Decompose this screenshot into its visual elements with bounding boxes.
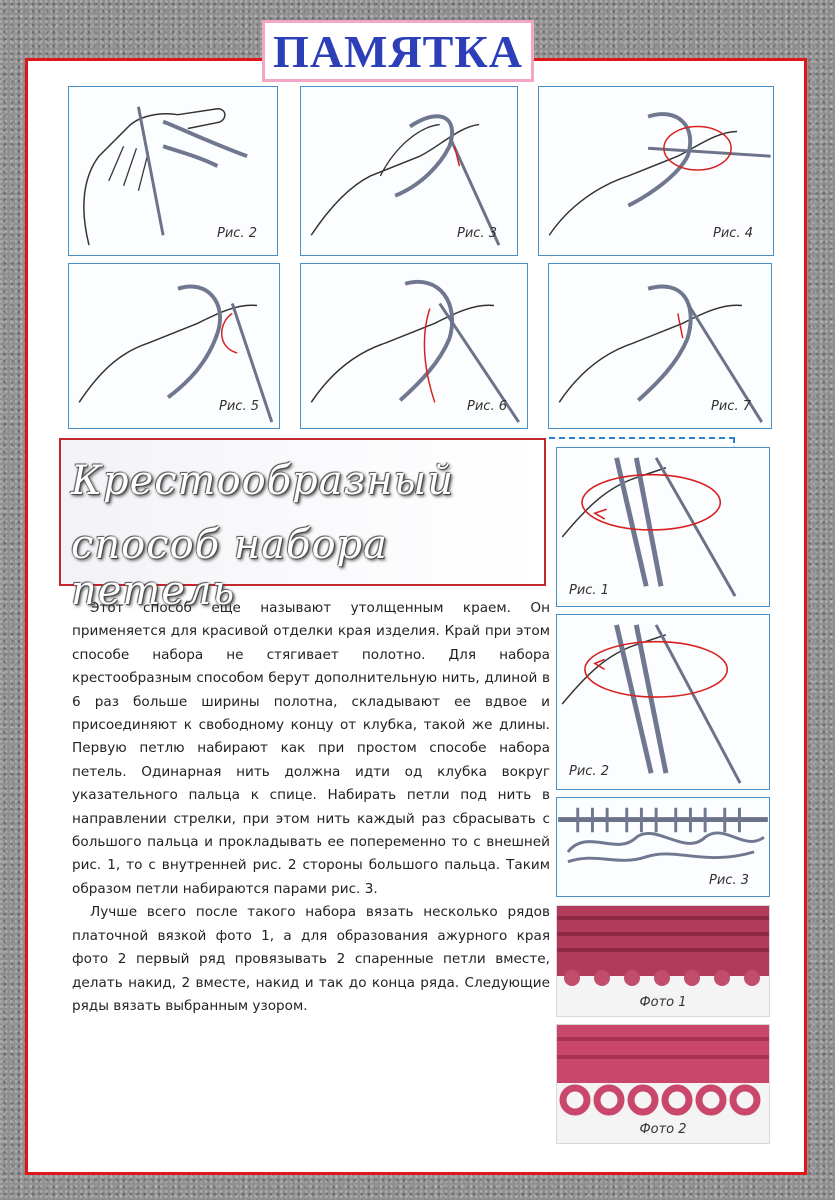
heading-line-2: способ набора петель: [71, 522, 389, 614]
header-title-box: [262, 20, 534, 82]
side-figure-3-panel: [556, 797, 770, 897]
caption-fig-2: Рис. 2: [217, 226, 257, 241]
caption-side-2: Рис. 2: [569, 764, 609, 779]
caption-photo-1: Фото 1: [639, 995, 687, 1010]
figure-6-panel: [300, 263, 528, 429]
figure-7-panel: [548, 263, 772, 429]
figure-3-panel: [300, 86, 518, 256]
caption-fig-7: Рис. 7: [711, 399, 751, 414]
hand-illustration-side-2: [557, 615, 769, 789]
side-figure-2-panel: [556, 614, 770, 790]
caption-photo-2: Фото 2: [639, 1122, 687, 1137]
photo-1-panel: [556, 905, 770, 1017]
caption-fig-4: Рис. 4: [713, 226, 753, 241]
heading-line-1: Крестообразный: [71, 458, 455, 504]
figure-4-panel: [538, 86, 774, 256]
caption-fig-3: Рис. 3: [457, 226, 497, 241]
figure-2-panel: [68, 86, 278, 256]
side-figure-1-panel: [556, 447, 770, 607]
photo-2-panel: [556, 1024, 770, 1144]
page-title: ПАМЯТКА: [273, 25, 523, 77]
caption-side-3: Рис. 3: [709, 873, 749, 888]
instructions-text: [72, 597, 550, 1018]
paragraph-2: Лучше всего после такого набора вязать несколько рядов платочной вязкой фото 1, а для образования ажурного края фото 2 первый ряд провязывать 2 спаренные петли вместе, делать накид, 2 вместе, накид и так до конца ряда. Следующие ряды вязать выбранным узором.: [72, 904, 550, 1014]
caption-side-1: Рис. 1: [569, 583, 609, 598]
caption-fig-5: Рис. 5: [219, 399, 259, 414]
figure-5-panel: [68, 263, 280, 429]
paragraph-1: Этот способ еще называют утолщенным краем. Он применяется для красивой отделки края изделия. Край при этом способе набора не стягивает полотно. Для набора крестообразным способом берут дополнительную нить, длиной в 6 раз больше ширины полотна, складывают ее вдвое и присоединяют к свободному концу от клубка, такой же длины. Первую петлю набирают как при простом способе набора петель. Одинарная нить должна идти од клубка вокруг указательного пальца к спице. Набирать петли под нить в направлении стрелки, при этом нить каждый раз сбрасывать с большого пальца и прокладывать ее попеременно то с внешней рис. 1, то с внутренней рис. 2 стороны большого пальца. Таким образом петли набираются парами рис. 3.: [72, 600, 550, 897]
caption-fig-6: Рис. 6: [467, 399, 507, 414]
section-heading-box: [59, 438, 546, 614]
